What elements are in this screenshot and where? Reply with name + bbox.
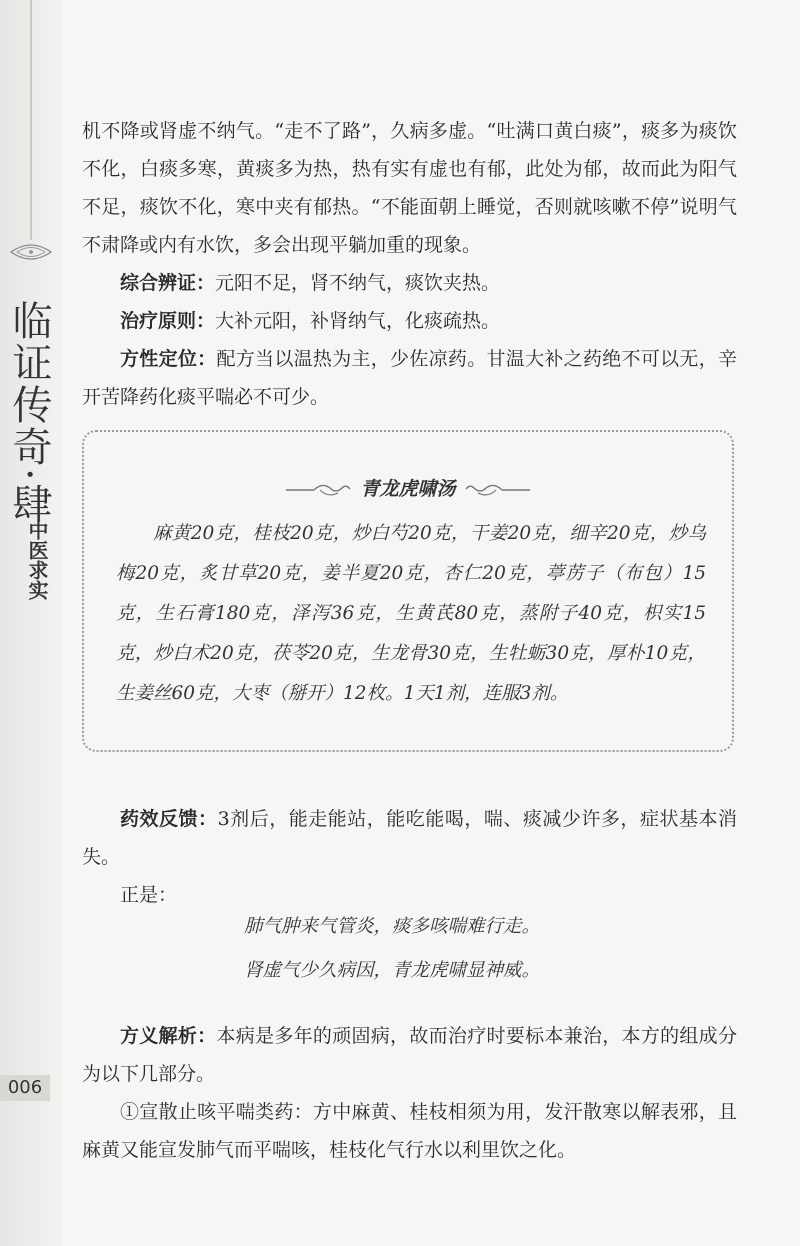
diagnosis-label: 综合辨证： (120, 272, 216, 294)
principle-label: 治疗原则： (120, 310, 216, 332)
analysis-section (82, 1017, 737, 1169)
page-number: 006 (0, 1075, 50, 1101)
poem (244, 905, 644, 993)
intro-section (82, 112, 737, 416)
poem-line-2: 肾虚气少久病因，青龙虎啸显神威。 (244, 960, 541, 981)
positioning-text: 配方当以温热为主，少佐凉药。甘温大补之药绝不可以无，辛开苦降药化痰平喘必不可少。 (82, 348, 737, 408)
intro-paragraph: 机不降或肾虚不纳气。“走不了路”，久病多虚。“吐满口黄白痰”，痰多为痰饮不化，白痰多寒，黄痰多为热，热有实有虚也有郁，此处为郁，故而此为阳气不足，痰饮不化，寒中夹有郁热。“不能面朝上睡觉，否则就咳嗽不停”说明气不肃降或内有水饮，多会出现平躺加重的现象。 (82, 120, 737, 256)
principle-text: 大补元阳，补肾纳气，化痰疏热。 (215, 310, 501, 332)
recipe-box (82, 430, 734, 752)
recipe-title-row (84, 474, 732, 501)
sidebar-rule (30, 0, 32, 240)
diagnosis-line (82, 264, 737, 302)
feedback-label: 药效反馈： (120, 808, 218, 830)
feedback-text: 3剂后，能走能站，能吃能喝，喘、痰减少许多，症状基本消失。 (82, 808, 737, 868)
recipe-ingredients: 麻黄20克，桂枝20克，炒白芍20克，干姜20克，细辛20克，炒乌梅20克，炙甘草20克，姜半夏20克，杏仁20克，葶苈子（布包）15克，生石膏180克，泽泻36克，生黄芪80克，蒸附子40克，枳实15克，炒白术20克，茯苓20克，生龙骨30克，生牡蛎30克，厚朴10克，生姜丝60克，大枣（掰开）12枚。1天1剂，连服3剂。 (116, 523, 706, 704)
principle-line (82, 302, 737, 340)
recipe-title: 青龙虎啸汤 (360, 478, 456, 500)
analysis-text: 本病是多年的顽固病，故而治疗时要标本兼治，本方的组成分为以下几部分。 (82, 1025, 737, 1085)
fan-ornament-icon (8, 240, 54, 264)
right-flourish-icon (462, 480, 532, 500)
positioning-line (82, 340, 737, 416)
positioning-label: 方性定位： (120, 348, 217, 370)
book-subtitle: 中医求实 (25, 520, 49, 600)
poem-line-1: 肺气肿来气管炎，痰多咳喘难行走。 (244, 916, 541, 937)
feedback-line (82, 800, 737, 876)
analysis-item-1: ①宣散止咳平喘类药：方中麻黄、桂枝相须为用，发汗散寒以解表邪，且麻黄又能宣发肺气而平喘咳，桂枝化气行水以利里饮之化。 (82, 1101, 737, 1161)
book-title: 临证传奇·肆 (6, 300, 52, 525)
feedback-section (82, 800, 737, 914)
diagnosis-text: 元阳不足，肾不纳气，痰饮夹热。 (215, 272, 501, 294)
analysis-line (82, 1017, 737, 1093)
zhengshi-line: 正是： (120, 884, 178, 906)
analysis-label: 方义解析： (120, 1025, 217, 1047)
left-flourish-icon (284, 480, 354, 500)
